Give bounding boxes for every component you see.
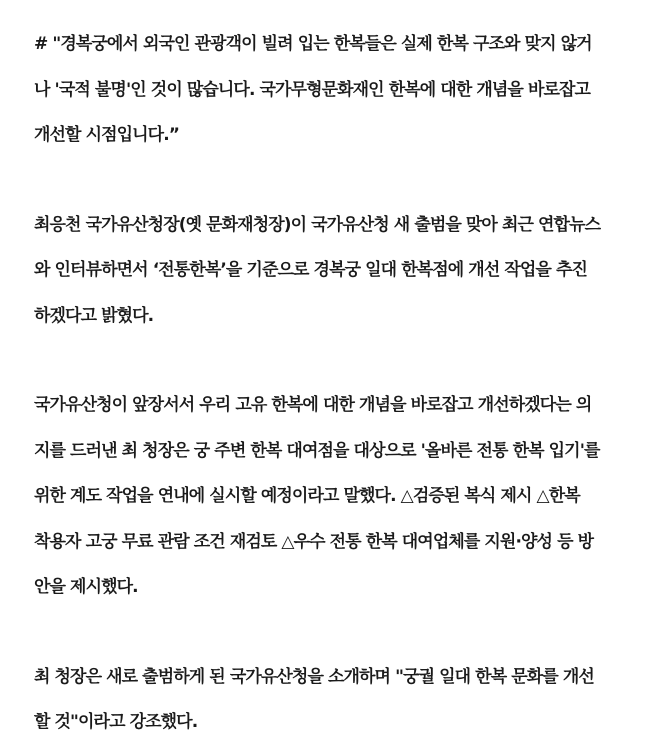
paragraph-quote	[34, 22, 634, 159]
text-line: 국가유산청이 앞장서서 우리 고유 한복에 대한 개념을 바로잡고 개선하겠다는 의	[34, 395, 592, 415]
paragraph-gap	[34, 339, 634, 383]
text-line: 지를 드러낸 최 청장은 궁 주변 한복 대여점을 대상으로 '올바른 전통 한복 입기'를	[34, 440, 600, 461]
text-line: 최응천 국가유산청장(옛 문화재청장)이 국가유산청 새 출범을 맞아 최근 연합뉴스	[34, 214, 601, 235]
paragraph-interview	[34, 203, 634, 340]
paragraph-gap	[34, 611, 634, 655]
text-line: 최 청장은 새로 출범하게 된 국가유산청을 소개하며 "궁궐 일대 한복 문화를 개선	[34, 666, 594, 687]
text-line: 하겠다고 밝혔다.	[34, 305, 154, 326]
paragraph-gap	[34, 159, 634, 203]
text-line: 할 것"이라고 강조했다.	[34, 712, 198, 732]
text-line: 개선할 시점입니다.”	[34, 125, 180, 145]
paragraph-closing	[34, 655, 634, 746]
text-line: 와 인터뷰하면서 ‘전통한복’을 기준으로 경복궁 일대 한복점에 개선 작업을 추진	[34, 260, 587, 280]
text-line: 위한 계도 작업을 연내에 실시할 예정이라고 말했다. △검증된 복식 제시 △한복	[34, 486, 580, 506]
text-line: 착용자 고궁 무료 관람 조건 재검토 △우수 전통 한복 대여업체를 지원·양성 등 방	[34, 531, 594, 552]
text-line: # "경복궁에서 외국인 관광객이 빌려 입는 한복들은 실제 한복 구조와 맞지 않거	[34, 34, 592, 54]
article-body	[34, 22, 634, 746]
text-line: 나 '국적 불명'인 것이 많습니다. 국가무형문화재인 한복에 대한 개념을 바로잡고	[34, 79, 591, 100]
paragraph-plan	[34, 383, 634, 611]
text-line: 안을 제시했다.	[34, 577, 138, 597]
